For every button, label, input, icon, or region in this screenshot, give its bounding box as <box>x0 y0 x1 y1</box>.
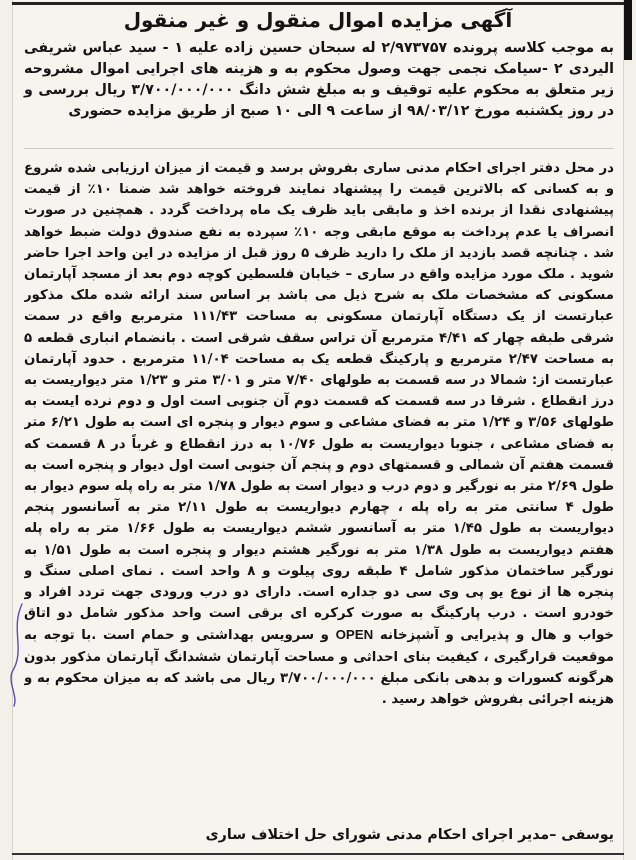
kitchen-type-open: OPEN <box>335 627 374 643</box>
notice-lead-paragraph: به موجب کلاسه پرونده ۲/۹۷۳۷۵۷ له سبحان حسین زاده علیه ۱ - سید عباس شریفی الیردی ۲ -سیامک نجمی جهت وصول محکوم به و هزینه های اجرایی اموال مشروحه زیر متعلق به محکوم علیه توقیف و به مبلغ شش دانگ ۳/۷۰۰/۰۰۰/۰۰۰ ریال بررسی و در روز یکشنبه مورخ ۹۸/۰۳/۱۲ از ساعت ۹ الی ۱۰ صبح از طریق مزایده حضوری <box>24 40 615 119</box>
pen-scribble-mark <box>0 600 30 710</box>
body-text-part1: در محل دفتر اجرای احکام مدنی ساری بفروش برسد و قیمت از میزان ارزیابی شده شروع و به کسانی که بالاترین قیمت را پیشنهاد نمایند فروخته خواهد شد ضمنا ۱۰٪ از قیمت پیشنهادی نقدا از برنده اخذ و مابقی باید ظرف یک ماه پرداخت گردد . همچنین در صورت انصراف یا عدم پرداخت به موقع مابقی وجه ۱۰٪ سپرده به نفع صندوق دولت ضبط خواهد شد . چنانچه قصد بازدید از ملک را دارید ظرف ۵ روز قبل از مزایده در این واحد اجرا حاضر شوید . ملک مورد مزایده واقع در ساری – خیابان فلسطین کوچه دوم بعد از مسجد آپارتمان مسکونی که مشخصات ملک به شرح ذیل می باشد بر اساس سند ارائه شده ملک مذکور عبارتست از یک دستگاه آپارتمان مسکونی به مساحت ۱۱۱/۴۳ مترمربع واقع در سمت شرقی طبقه چهار که ۴/۴۱ مترمربع آن تراس سقف شرقی است . بانضمام انباری قطعه ۵ به مساحت ۲/۴۷ مترمربع و پارکینگ قطعه یک به مساحت ۱۱/۰۴ مترمربع . حدود آپارتمان عبارتست از: شمالا در سه قسمت به طولهای ۷/۴۰ متر و ۳/۰۱ متر و ۱/۲۳ متر دیواریست به درز انقطاع . شرقا در سه قسمت که قسمت دوم آن جنوبی است اول و دوم نرده ایست به طولهای ۳/۵۶ و ۱/۲۴ متر به فضای مشاعی و سوم دیوار و پنجره ای است به طول ۶/۲۱ متر به فضای مشاعی ، جنوبا دیواریست به طول ۱۰/۷۶ به درز انقطاع و غرباً در ۸ قسمت که قسمت هفتم آن شمالی و قسمتهای دوم و پنجم آن جنوبی است اول دیوار و پنجره است به طول ۲/۶۹ متر به نورگیر و دوم درب و دیوار است به طول ۱/۷۸ متر به راه پله سوم دیوار به طول ۴ سانتی متر به راه پله ، چهارم دیواریست به طول ۲/۱۱ متر به آسانسور پنجم دیواریست به طول ۱/۴۵ متر به آسانسور ششم دیواریست به طول ۱/۶۶ متر به راه پله هفتم دیواریست به طول ۱/۳۸ متر به نورگیر هشتم دیوار و پنجره است به طول ۱/۵۱ به نورگیر ساختمان مذکور شامل ۴ طبقه روی پیلوت و ۸ واحد است . نمای اصلی سنگ و پنجره ها از نوع یو پی وی سی دو جداره است. دارای دو درب ورودی جهت تردد افراد و خودرو است . درب پارکینگ به صورت کرکره ای برقی است واحد مذکور شامل دو اتاق خواب و هال و پذیرایی و آشپزخانه <box>24 161 614 644</box>
bottom-divider <box>12 853 624 855</box>
notice-signature: یوسفی –مدیر اجرای احکام مدنی شورای حل اختلاف ساری <box>205 827 614 843</box>
notice-body-paragraph <box>24 158 614 818</box>
column-edge-bar <box>624 0 632 60</box>
notice-title: آگهی مزایده اموال منقول و غیر منقول <box>123 8 513 32</box>
body-text-part2: و سرویس بهداشتی و حمام است .با توجه به موقعیت قرارگیری ، کیفیت بنای احداثی و مساحت آپارتمان ششدانگ آپارتمان مذکور بدون هرگونه کسورات و بدهی بانکی مبلغ ۳/۷۰۰/۰۰۰/۰۰۰ ریال می باشد که به میزان محکوم به و هزینه اجرائی بفروش خواهد رسید . <box>24 628 614 708</box>
paragraph-gap <box>24 148 614 149</box>
